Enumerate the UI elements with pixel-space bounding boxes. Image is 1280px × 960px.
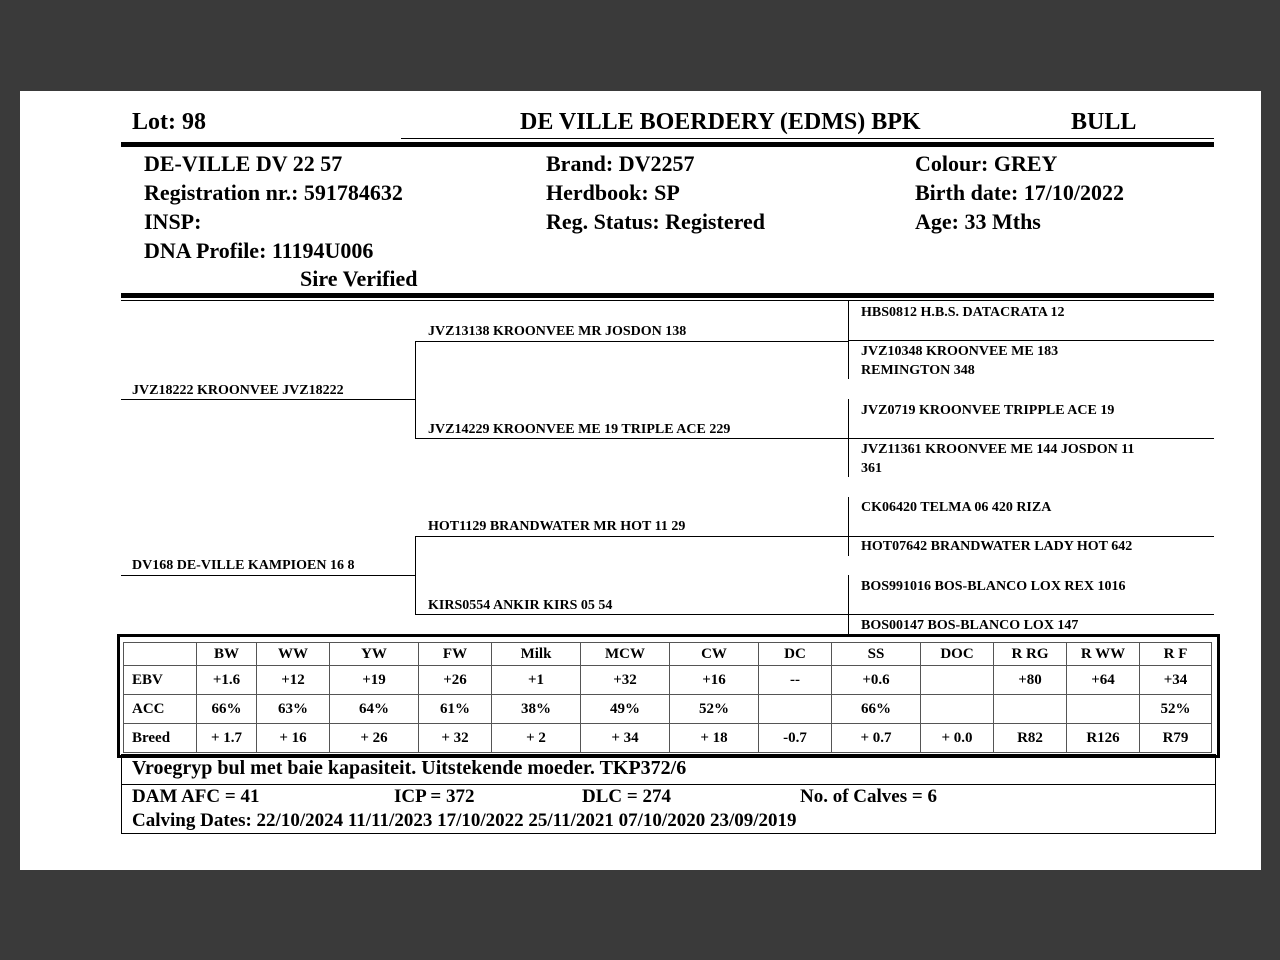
cell [921, 666, 994, 695]
herdbook: Herdbook: SP [546, 180, 680, 205]
reg-status: Reg. Status: Registered [546, 209, 765, 234]
cell: 63% [257, 695, 330, 724]
icp: ICP = 372 [394, 786, 475, 807]
header-cell: SS [832, 643, 921, 666]
ped-line [415, 438, 848, 439]
cell: +32 [581, 666, 670, 695]
cell [921, 695, 994, 724]
ped-line [848, 536, 1214, 537]
sire-sire: JVZ13138 KROONVEE MR JOSDON 138 [428, 324, 687, 339]
dlc: DLC = 274 [582, 786, 671, 807]
row-label: Breed [124, 724, 197, 753]
dd-dam: BOS00147 BOS-BLANCO LOX 147 [861, 618, 1079, 633]
ped-bracket [415, 536, 416, 615]
header-cell: Milk [492, 643, 581, 666]
header-cell: BW [197, 643, 257, 666]
header-cell: DC [759, 643, 832, 666]
comment-text: Vroegryp bul met baie kapasiteit. Uitstekende moeder. TKP372/6 [132, 757, 687, 779]
cell: +1.6 [197, 666, 257, 695]
ped-line [848, 438, 1214, 439]
ped-line [415, 614, 848, 615]
cell: +34 [1140, 666, 1212, 695]
ped-line [121, 575, 416, 576]
ebv-row [124, 666, 1212, 695]
ss-sire: HBS0812 H.B.S. DATACRATA 12 [861, 305, 1065, 320]
cell: 38% [492, 695, 581, 724]
cell: +12 [257, 666, 330, 695]
dna-profile: DNA Profile: 11194U006 [144, 238, 374, 263]
registration-number: Registration nr.: 591784632 [144, 180, 403, 205]
header-cell: DOC [921, 643, 994, 666]
ped-bracket [848, 497, 849, 556]
cell: -- [759, 666, 832, 695]
dam-dam: KIRS0554 ANKIR KIRS 05 54 [428, 598, 613, 613]
dd-sire: BOS991016 BOS-BLANCO LOX REX 1016 [861, 579, 1126, 594]
cell: +1 [492, 666, 581, 695]
cell: 52% [670, 695, 759, 724]
cell: 61% [419, 695, 492, 724]
cell: + 34 [581, 724, 670, 753]
brand: Brand: DV2257 [546, 151, 695, 176]
no-of-calves: No. of Calves = 6 [800, 786, 937, 807]
calving-dates: Calving Dates: 22/10/2024 11/11/2023 17/10/2022 25/11/2021 07/10/2020 23/09/2019 [132, 810, 797, 831]
info-divider [121, 293, 1214, 298]
age: Age: 33 Mths [915, 209, 1041, 234]
ebv-table [123, 642, 1212, 753]
cell: 52% [1140, 695, 1212, 724]
ped-line [415, 536, 848, 537]
header-cell: R F [1140, 643, 1212, 666]
cell: R126 [1067, 724, 1140, 753]
row-label: ACC [124, 695, 197, 724]
cell: + 26 [330, 724, 419, 753]
cell: + 18 [670, 724, 759, 753]
header-cell: CW [670, 643, 759, 666]
cell: +26 [419, 666, 492, 695]
ped-line [415, 341, 848, 342]
birth-date: Birth date: 17/10/2022 [915, 180, 1124, 205]
header-divider [121, 142, 1214, 147]
insp: INSP: [144, 209, 202, 234]
sd-sire: JVZ0719 KROONVEE TRIPPLE ACE 19 [861, 403, 1115, 418]
cell [759, 695, 832, 724]
cell: + 0.7 [832, 724, 921, 753]
cell: +64 [1067, 666, 1140, 695]
ped-bracket [848, 575, 849, 634]
cell: R82 [994, 724, 1067, 753]
animal-sex: BULL [1071, 109, 1137, 135]
colour: Colour: GREY [915, 151, 1058, 176]
lot-number: Lot: 98 [132, 109, 206, 135]
ss-dam-line2: REMINGTON 348 [861, 363, 975, 378]
ebv-header-row [124, 643, 1212, 666]
cell: + 1.7 [197, 724, 257, 753]
ped-line [848, 614, 1214, 615]
breed-row [124, 724, 1212, 753]
cell: R79 [1140, 724, 1212, 753]
cell: 66% [832, 695, 921, 724]
dam-sire: HOT1129 BRANDWATER MR HOT 11 29 [428, 519, 686, 534]
row-label: EBV [124, 666, 197, 695]
ds-dam: HOT07642 BRANDWATER LADY HOT 642 [861, 539, 1133, 554]
ped-bracket [415, 341, 416, 439]
header-cell: R RG [994, 643, 1067, 666]
cell: + 0.0 [921, 724, 994, 753]
breeder-name: DE VILLE BOERDERY (EDMS) BPK [520, 109, 921, 135]
dam-afc: DAM AFC = 41 [132, 786, 260, 807]
header-cell: YW [330, 643, 419, 666]
header-cell: R WW [1067, 643, 1140, 666]
sd-dam-line1: JVZ11361 KROONVEE ME 144 JOSDON 11 [861, 442, 1135, 457]
animal-name: DE-VILLE DV 22 57 [144, 151, 343, 176]
cell: -0.7 [759, 724, 832, 753]
header-cell: FW [419, 643, 492, 666]
ds-sire: CK06420 TELMA 06 420 RIZA [861, 500, 1052, 515]
cell: 66% [197, 695, 257, 724]
cell: + 16 [257, 724, 330, 753]
cell: + 2 [492, 724, 581, 753]
sire-verified: Sire Verified [300, 266, 418, 291]
ped-line [121, 399, 416, 400]
sire: JVZ18222 KROONVEE JVZ18222 [132, 383, 344, 398]
cell [1067, 695, 1140, 724]
acc-row [124, 695, 1212, 724]
sire-dam: JVZ14229 KROONVEE ME 19 TRIPLE ACE 229 [428, 422, 731, 437]
cell: +80 [994, 666, 1067, 695]
cell [994, 695, 1067, 724]
sd-dam-line2: 361 [861, 461, 882, 476]
ped-line [848, 340, 1214, 341]
cell: +0.6 [832, 666, 921, 695]
cell: + 32 [419, 724, 492, 753]
cell: +16 [670, 666, 759, 695]
header-underline [401, 138, 1214, 139]
cell: +19 [330, 666, 419, 695]
cell: 49% [581, 695, 670, 724]
header-cell: MCW [581, 643, 670, 666]
cell: 64% [330, 695, 419, 724]
header-cell [124, 643, 197, 666]
ss-dam-line1: JVZ10348 KROONVEE ME 183 [861, 344, 1059, 359]
info-divider-thin [121, 300, 1214, 301]
dam: DV168 DE-VILLE KAMPIOEN 16 8 [132, 558, 355, 573]
header-cell: WW [257, 643, 330, 666]
